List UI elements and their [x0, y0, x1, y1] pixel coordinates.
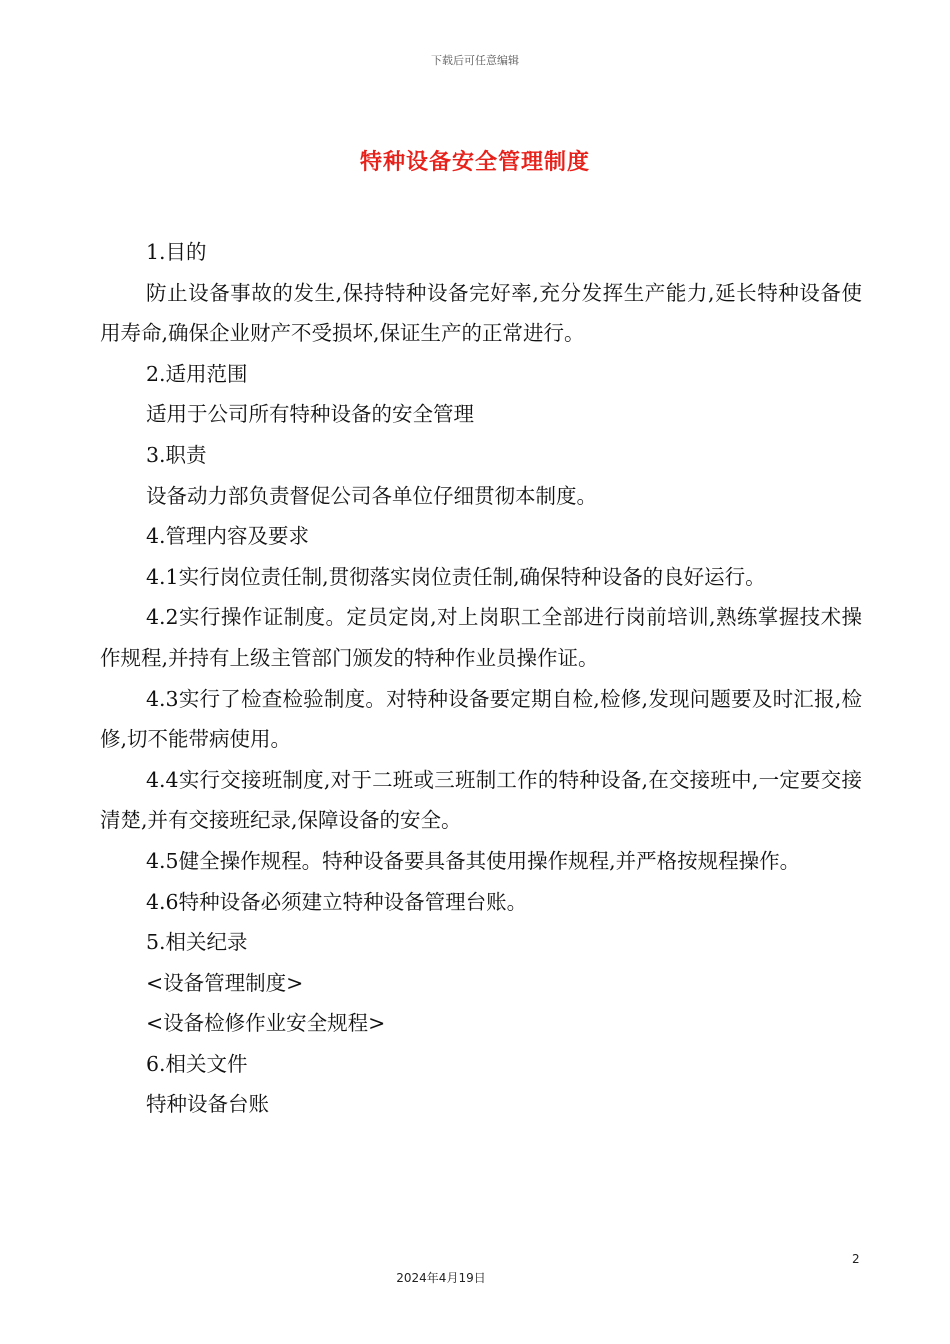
paragraph-requirement-4-6: 4.6特种设备必须建立特种设备管理台账。 [146, 889, 528, 914]
header-note: 下载后可任意编辑 [431, 54, 519, 67]
document-title: 特种设备安全管理制度 [359, 150, 590, 175]
paragraph-scope: 适用于公司所有特种设备的安全管理 [146, 402, 474, 427]
paragraph-requirement-4-5: 4.5健全操作规程。特种设备要具备其使用操作规程,并严格按规程操作。 [146, 848, 801, 873]
record-item: <设备管理制度> [146, 970, 304, 995]
section-heading-purpose: 1.目的 [146, 240, 207, 264]
section-heading-related-files: 6.相关文件 [146, 1051, 248, 1076]
page-number: 2 [852, 1252, 860, 1266]
paragraph-purpose: 防止设备事故的发生,保持特种设备完好率,充分发挥生产能力,延长特种设备使用寿命,确保企业财产不受损坏,保证生产的正常进行。 [100, 280, 862, 346]
record-item: <设备检修作业安全规程> [146, 1011, 386, 1036]
paragraph-responsibility: 设备动力部负责督促公司各单位仔细贯彻本制度。 [146, 483, 597, 508]
paragraph-requirement-4-4: 4.4实行交接班制度,对于二班或三班制工作的特种设备,在交接班中,一定要交接清楚,并有交接班纪录,保障设备的安全。 [100, 767, 862, 833]
paragraph-requirement-4-3: 4.3实行了检查检验制度。对特种设备要定期自检,检修,发现问题要及时汇报,检修,切不能带病使用。 [100, 686, 862, 752]
section-heading-records: 5.相关纪录 [146, 930, 248, 955]
paragraph-requirement-4-1: 4.1实行岗位责任制,贯彻落实岗位责任制,确保特种设备的良好运行。 [146, 564, 766, 589]
paragraph-requirement-4-2: 4.2实行操作证制度。定员定岗,对上岗职工全部进行岗前培训,熟练掌握技术操作规程,并持有上级主管部门颁发的特种作业员操作证。 [100, 605, 862, 670]
section-heading-requirements: 4.管理内容及要求 [146, 524, 310, 549]
related-file-item: 特种设备台账 [146, 1092, 269, 1117]
document-body [100, 232, 862, 1125]
footer-date: 2024年4月19日 [396, 1271, 486, 1285]
section-heading-responsibility: 3.职责 [146, 442, 207, 467]
section-heading-scope: 2.适用范围 [146, 361, 248, 386]
